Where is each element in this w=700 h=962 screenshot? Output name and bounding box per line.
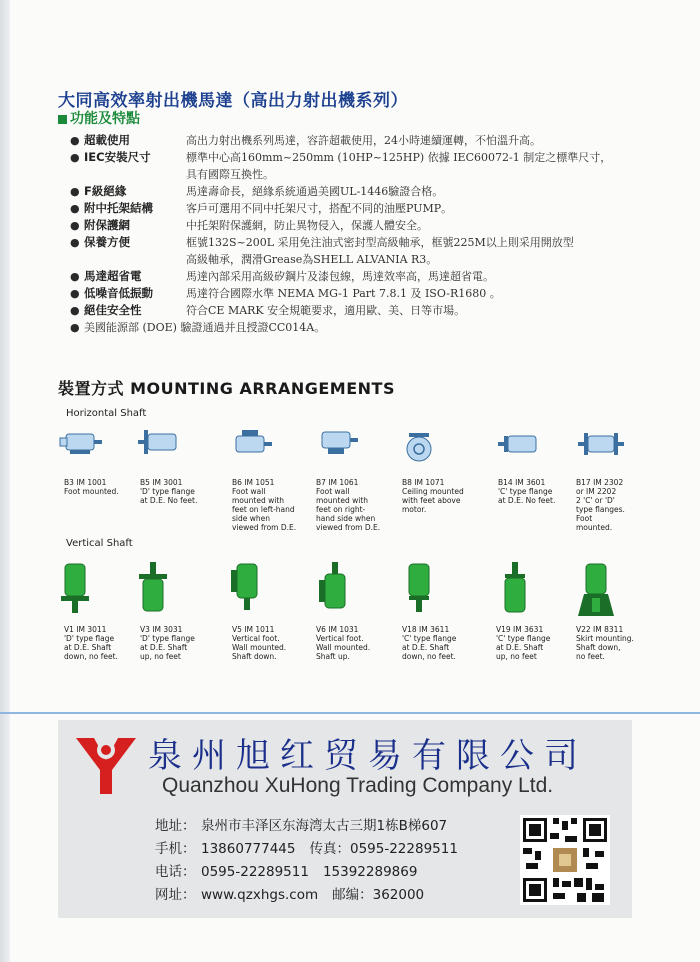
- mount-desc-line: Foot: [576, 514, 593, 523]
- company-name-en: Quanzhou XuHong Trading Company Ltd.: [162, 774, 554, 797]
- mount-caption-v1: [64, 625, 142, 661]
- mount-desc-line: 'D' type flange: [140, 634, 195, 643]
- bullet-icon: ●: [70, 321, 80, 334]
- features-list: [70, 132, 680, 336]
- feature-item: [70, 132, 680, 149]
- mobile-label: 手机：: [155, 841, 196, 857]
- mount-desc-line: type flanges.: [576, 505, 625, 514]
- motor-v18-icon: [402, 560, 436, 618]
- bullet-icon: ●: [70, 236, 80, 249]
- feature-label: 低噪音低振動: [84, 286, 153, 300]
- mount-caption-b6: [232, 478, 310, 532]
- feature-label: 超載使用: [84, 133, 130, 147]
- feature-desc: [186, 234, 680, 268]
- mount-desc-line: mounted with: [232, 496, 285, 505]
- mount-code: V6 IM 1031: [316, 625, 359, 634]
- mount-desc-line: at D.E. Shaft: [64, 643, 112, 652]
- mount-desc-line: at D.E. No feet.: [140, 496, 198, 505]
- mount-code: B6 IM 1051: [232, 478, 275, 487]
- company-logo-icon: [70, 730, 142, 802]
- square-bullet-icon: [58, 115, 67, 124]
- bullet-icon: ●: [70, 270, 80, 283]
- mount-code: V19 IM 3631: [496, 625, 544, 634]
- mount-code: B17 IM 2302: [576, 478, 624, 487]
- feature-desc: [186, 285, 680, 302]
- mount-desc-line: at D.E. No feet.: [498, 496, 556, 505]
- feature-label: 絕佳安全性: [84, 303, 142, 317]
- feature-desc: [186, 183, 680, 200]
- mount-desc-line: down, no feet.: [64, 652, 118, 661]
- company-name-cn: 泉州旭红贸易有限公司: [148, 736, 588, 776]
- bullet-icon: ●: [70, 202, 80, 215]
- mount-desc-line: at D.E. Shaft: [140, 643, 188, 652]
- motor-b8-icon: [402, 430, 436, 464]
- bullet-icon: ●: [70, 219, 80, 232]
- mount-desc-line: up, no feet: [140, 652, 181, 661]
- mount-desc-line: Skirt mounting.: [576, 634, 634, 643]
- feature-item: [70, 234, 680, 268]
- mount-desc-line: Vertical foot.: [316, 634, 364, 643]
- feature-label: IEC安裝尺寸: [84, 150, 151, 164]
- phone-row: [155, 861, 458, 884]
- motor-v1-icon: [58, 560, 92, 618]
- mount-desc-line: feet on right-: [316, 505, 366, 514]
- motor-b7-icon: [314, 428, 360, 458]
- features-heading-text: 功能及特點: [70, 111, 140, 127]
- fax-label: 传真：: [309, 841, 350, 857]
- section-divider: [0, 712, 700, 714]
- contact-info: [155, 815, 458, 907]
- mount-desc-line: 'C' type flange: [402, 634, 457, 643]
- feature-desc: [186, 268, 680, 285]
- bullet-icon: ●: [70, 287, 80, 300]
- mount-desc-line: Shaft down.: [232, 652, 277, 661]
- mount-caption-v19: [496, 625, 574, 661]
- motor-b14-icon: [496, 430, 542, 460]
- motor-v19-icon: [498, 560, 532, 618]
- mount-desc-line: up, no feet: [496, 652, 537, 661]
- mount-caption-b8: [402, 478, 480, 514]
- mount-desc-line: 'D' type flange: [140, 487, 195, 496]
- bullet-icon: ●: [70, 151, 80, 164]
- mount-desc-line: Foot mounted.: [64, 487, 119, 496]
- feature-desc-line: 標準中心高160mm~250mm (10HP~125HP) 依據 IEC60072-1 制定之標準尺寸，: [186, 151, 612, 164]
- feature-note-text: 美國能源部 (DOE) 驗證通過并且授證CC014A。: [84, 321, 326, 334]
- page-title: 大同高效率射出機馬達（高出力射出機系列）: [58, 91, 408, 111]
- mount-desc-line: viewed from D.E.: [316, 523, 381, 532]
- mount-desc-line: at D.E. Shaft: [402, 643, 450, 652]
- feature-desc: [186, 302, 680, 319]
- motor-b3-icon: [58, 428, 104, 458]
- feature-desc-line: 客戶可選用不同中托架尺寸，搭配不同的油壓PUMP。: [186, 202, 453, 215]
- mount-desc-line: 'D' type flage: [64, 634, 115, 643]
- mount-desc-line: Wall mounted.: [316, 643, 371, 652]
- mount-desc-line: 2 'C' or 'D': [576, 496, 615, 505]
- mount-code: V18 IM 3611: [402, 625, 450, 634]
- mount-caption-b7: [316, 478, 394, 532]
- motor-b6-icon: [228, 428, 274, 458]
- feature-note: [70, 319, 680, 336]
- mount-desc-line: Foot wall: [232, 487, 266, 496]
- mount-caption-b17: [576, 478, 654, 532]
- mount-desc-line: mounted with: [316, 496, 369, 505]
- mount-code: B14 IM 3601: [498, 478, 546, 487]
- zip-value: 362000: [372, 887, 425, 903]
- feature-label: 保養方便: [84, 235, 130, 249]
- feature-item: [70, 302, 680, 319]
- mount-code: V3 IM 3031: [140, 625, 183, 634]
- web-label: 网址：: [155, 887, 196, 903]
- mount-code: B5 IM 3001: [140, 478, 183, 487]
- page-edge-shadow: [0, 0, 10, 962]
- feature-desc-line: 馬達內部采用高級矽鋼片及漆包線，馬達效率高，馬達超省電。: [186, 270, 494, 283]
- fax-value: 0595-22289511: [349, 841, 458, 857]
- mount-code: B8 IM 1071: [402, 478, 445, 487]
- bullet-icon: ●: [70, 304, 80, 317]
- feature-desc-line: 高級軸承，潤滑Grease為SHELL ALVANIA R3。: [186, 253, 438, 266]
- feature-desc-line: 框號132S~200L 采用免注油式密封型高級軸承，框號225M以上則采用開放型: [186, 236, 574, 249]
- feature-item: [70, 183, 680, 200]
- mount-desc-line: Wall mounted.: [232, 643, 287, 652]
- mount-code: B7 IM 1061: [316, 478, 359, 487]
- feature-item: [70, 200, 680, 217]
- mount-code: B3 IM 1001: [64, 478, 107, 487]
- web-value[interactable]: www.qzxhgs.com: [201, 887, 319, 903]
- mount-caption-v22: [576, 625, 654, 661]
- mount-desc-line: with feet above: [402, 496, 461, 505]
- feature-desc-line: 符合CE MARK 安全規範要求，適用歐、美、日等市場。: [186, 304, 466, 317]
- mount-desc-line: viewed from D.E.: [232, 523, 297, 532]
- bullet-icon: ●: [70, 185, 80, 198]
- mount-caption-v6: [316, 625, 394, 661]
- feature-desc: [186, 149, 680, 183]
- mount-desc-line: or IM 2202: [576, 487, 617, 496]
- feature-desc-line: 馬達符合國際水準 NEMA MG-1 Part 7.8.1 及 ISO-R1680 。: [186, 287, 501, 300]
- address-row: [155, 815, 458, 838]
- mount-desc-line: no feet.: [576, 652, 605, 661]
- feature-desc: [186, 200, 680, 217]
- feature-label: 附保護網: [84, 218, 130, 232]
- address-label: 地址：: [155, 818, 196, 834]
- mount-desc-line: hand side when: [316, 514, 376, 523]
- mount-desc-line: down, no feet.: [402, 652, 456, 661]
- motor-v5-icon: [228, 560, 262, 618]
- mount-desc-line: feet on left-hand: [232, 505, 295, 514]
- feature-desc-line: 具有國際互換性。: [186, 168, 274, 181]
- mount-caption-b14: [498, 478, 576, 505]
- mount-desc-line: Shaft down,: [576, 643, 621, 652]
- mount-desc-line: 'C' type flange: [498, 487, 553, 496]
- zip-label: 邮编：: [332, 887, 373, 903]
- mount-caption-b3: [64, 478, 142, 496]
- feature-item: [70, 217, 680, 234]
- motor-v22-icon: [576, 560, 616, 618]
- mobile-row: [155, 838, 458, 861]
- motor-v3-icon: [136, 560, 170, 618]
- vertical-shaft-label: Vertical Shaft: [66, 538, 133, 549]
- feature-desc-line: 馬達壽命長，絕緣系統通過美國UL-1446驗證合格。: [186, 185, 444, 198]
- mounting-title: 裝置方式 MOUNTING ARRANGEMENTS: [58, 379, 395, 398]
- motor-v6-icon: [316, 560, 350, 618]
- feature-item: [70, 268, 680, 285]
- phone2-value: 15392289869: [322, 864, 418, 880]
- mount-desc-line: 'C' type flange: [496, 634, 551, 643]
- phone-value: 0595-22289511: [201, 864, 309, 880]
- features-heading: [58, 108, 140, 128]
- feature-item: [70, 285, 680, 302]
- feature-label: F級絕緣: [84, 184, 127, 198]
- feature-label: 附中托架結構: [84, 201, 153, 215]
- motor-b17-icon: [576, 430, 626, 460]
- mount-desc-line: motor.: [402, 505, 427, 514]
- horizontal-shaft-label: Horizontal Shaft: [66, 408, 147, 419]
- mount-desc-line: Ceiling mounted: [402, 487, 464, 496]
- mount-desc-line: at D.E. Shaft: [496, 643, 544, 652]
- mount-desc-line: mounted.: [576, 523, 613, 532]
- phone-label: 电话：: [155, 864, 196, 880]
- web-row: [155, 884, 458, 907]
- mount-caption-b5: [140, 478, 218, 505]
- feature-label: 馬達超省電: [84, 269, 142, 283]
- mount-caption-v5: [232, 625, 310, 661]
- bullet-icon: ●: [70, 134, 80, 147]
- feature-desc-line: 高出力射出機系列馬達，容許超載使用，24小時連續運轉，不怕溫升高。: [186, 134, 541, 147]
- mobile-value: 13860777445: [201, 841, 296, 857]
- mount-caption-v18: [402, 625, 480, 661]
- mount-code: V1 IM 3011: [64, 625, 107, 634]
- feature-desc: [186, 217, 680, 234]
- mount-code: V22 IM 8311: [576, 625, 624, 634]
- qr-code-icon[interactable]: [520, 815, 610, 905]
- mount-caption-v3: [140, 625, 218, 661]
- feature-item: [70, 149, 680, 183]
- address-value: 泉州市丰泽区东海湾太古三期1栋B梯607: [201, 818, 448, 834]
- mount-desc-line: side when: [232, 514, 271, 523]
- mount-desc-line: Vertical foot.: [232, 634, 280, 643]
- motor-b5-icon: [136, 428, 182, 458]
- mount-desc-line: Foot wall: [316, 487, 350, 496]
- mount-code: V5 IM 1011: [232, 625, 275, 634]
- mount-desc-line: Shaft up.: [316, 652, 350, 661]
- feature-desc: [186, 132, 680, 149]
- feature-desc-line: 中托架附保護網，防止異物侵入，保護人體安全。: [186, 219, 428, 232]
